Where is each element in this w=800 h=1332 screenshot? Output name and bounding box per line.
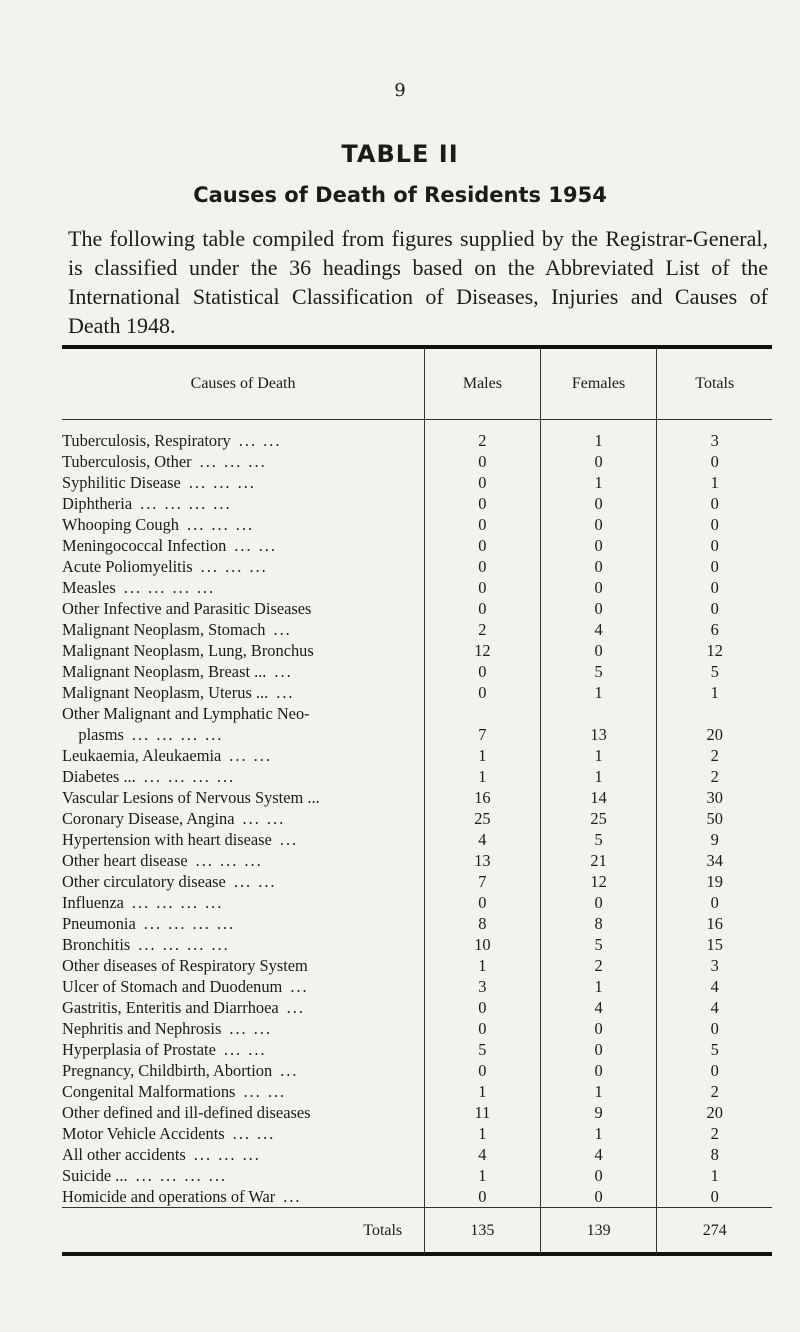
females-cell: 2	[540, 955, 657, 976]
totals-cell: 0	[657, 556, 772, 577]
table-row	[62, 577, 772, 598]
totals-cell: 12	[657, 640, 772, 661]
males-cell: 0	[425, 1060, 541, 1081]
cause-label: Other Infective and Parasitic Diseases	[62, 599, 312, 618]
cause-label: Meningococcal Infection	[62, 536, 227, 555]
totals-cell: 2	[657, 1081, 772, 1102]
cause-cell	[62, 955, 425, 976]
table-row	[62, 997, 772, 1018]
totals-cell: 50	[657, 808, 772, 829]
leader-dots: ...	[279, 830, 299, 849]
males-cell: 4	[425, 1144, 541, 1165]
leader-dots: ... ...	[242, 809, 286, 828]
cause-cell	[62, 934, 425, 955]
cause-cell	[62, 1102, 425, 1123]
totals-cell: 16	[657, 913, 772, 934]
males-cell: 4	[425, 829, 541, 850]
table-row	[62, 871, 772, 892]
cause-label: Coronary Disease, Angina	[62, 809, 235, 828]
cause-cell	[62, 997, 425, 1018]
totals-cell: 0	[657, 535, 772, 556]
table-row	[62, 934, 772, 955]
cause-cell	[62, 514, 425, 535]
totals-cell: 1	[657, 1165, 772, 1186]
cause-label: Malignant Neoplasm, Uterus ...	[62, 683, 269, 702]
females-cell: 1	[540, 745, 657, 766]
table-row	[62, 976, 772, 997]
females-cell: 0	[540, 1039, 657, 1060]
males-cell: 0	[425, 682, 541, 703]
table-row	[62, 766, 772, 787]
cause-label: Measles	[62, 578, 116, 597]
table-row	[62, 829, 772, 850]
causes-of-death-table	[62, 345, 772, 1256]
totals-cell: 0	[657, 451, 772, 472]
cause-cell	[62, 976, 425, 997]
males-cell: 11	[425, 1102, 541, 1123]
cause-cell	[62, 871, 425, 892]
females-cell: 13	[540, 724, 657, 745]
header-causes: Causes of Death	[190, 375, 296, 392]
table-subtitle: Causes of Death of Residents 1954	[193, 183, 607, 207]
table-row	[62, 808, 772, 829]
males-cell: 13	[425, 850, 541, 871]
leader-dots: ...	[286, 998, 305, 1017]
leader-dots: ... ... ... ...	[143, 767, 236, 786]
leader-dots: ... ... ... ...	[123, 578, 216, 597]
table-row	[62, 787, 772, 808]
males-cell	[425, 703, 541, 724]
leader-dots: ... ...	[229, 1019, 273, 1038]
cause-label: Malignant Neoplasm, Stomach	[62, 620, 266, 639]
cause-cell	[62, 892, 425, 913]
leader-dots: ... ... ... ...	[131, 893, 224, 912]
leader-dots: ...	[273, 620, 292, 639]
females-cell: 8	[540, 913, 657, 934]
totals-cell: 3	[657, 955, 772, 976]
females-cell: 1	[540, 1081, 657, 1102]
table-row	[62, 514, 772, 535]
totals-cell: 2	[657, 1123, 772, 1144]
females-cell: 0	[540, 640, 657, 661]
cause-cell	[62, 598, 425, 619]
males-cell: 0	[425, 1186, 541, 1208]
females-cell: 5	[540, 934, 657, 955]
males-cell: 0	[425, 1018, 541, 1039]
females-cell: 14	[540, 787, 657, 808]
leader-dots: ... ... ... ...	[140, 494, 232, 513]
table-row	[62, 1144, 772, 1165]
table-row	[62, 745, 772, 766]
table-row	[62, 1102, 772, 1123]
totals-cell	[657, 703, 772, 724]
totals-cell: 1	[657, 682, 772, 703]
cause-label: plasms	[62, 725, 124, 744]
totals-cell: 15	[657, 934, 772, 955]
cause-cell	[62, 766, 425, 787]
totals-cell: 4	[657, 976, 772, 997]
totals-males: 135	[425, 1208, 541, 1253]
cause-label: Suicide ...	[62, 1166, 128, 1185]
females-cell: 0	[540, 892, 657, 913]
cause-label: Hyperplasia of Prostate	[62, 1040, 216, 1059]
cause-label: Syphilitic Disease	[62, 473, 181, 492]
females-cell: 0	[540, 577, 657, 598]
males-cell: 0	[425, 577, 541, 598]
leader-dots: ... ... ...	[195, 851, 263, 870]
females-cell: 1	[540, 766, 657, 787]
females-cell: 4	[540, 1144, 657, 1165]
females-cell: 12	[540, 871, 657, 892]
females-cell: 0	[540, 1186, 657, 1208]
females-cell: 0	[540, 514, 657, 535]
totals-cell: 0	[657, 577, 772, 598]
cause-cell	[62, 724, 425, 745]
totals-cell: 9	[657, 829, 772, 850]
totals-cell: 0	[657, 598, 772, 619]
table-row	[62, 682, 772, 703]
totals-cell: 0	[657, 1018, 772, 1039]
leader-dots: ... ... ... ...	[131, 725, 224, 744]
leader-dots: ... ... ... ...	[138, 935, 230, 954]
leader-dots: ... ...	[238, 431, 282, 450]
cause-cell	[62, 619, 425, 640]
totals-totals: 274	[657, 1208, 772, 1253]
header-males: Males	[425, 349, 541, 420]
cause-label: Other diseases of Respiratory System	[62, 956, 308, 975]
totals-label: Totals	[62, 1208, 425, 1253]
females-cell: 4	[540, 619, 657, 640]
males-cell: 1	[425, 745, 541, 766]
intro-paragraph: The following table compiled from figures supplied by the Registrar-General, is classified under the 36 headings based on the Abbreviated List of the International Statistical Classification of Diseases, Injuries and Causes of Death 1948.	[68, 226, 768, 338]
cause-label: Influenza	[62, 893, 124, 912]
cause-cell	[62, 850, 425, 871]
totals-cell: 30	[657, 787, 772, 808]
leader-dots: ... ...	[233, 872, 277, 891]
females-cell: 1	[540, 420, 657, 452]
leader-dots: ... ... ...	[199, 452, 267, 471]
cause-cell	[62, 1060, 425, 1081]
table-row	[62, 724, 772, 745]
totals-cell: 3	[657, 420, 772, 452]
cause-cell	[62, 787, 425, 808]
table-row	[62, 640, 772, 661]
cause-label: Other defined and ill-defined diseases	[62, 1103, 311, 1122]
leader-dots: ... ...	[234, 536, 277, 555]
males-cell: 0	[425, 451, 541, 472]
totals-cell: 2	[657, 745, 772, 766]
data-table	[62, 349, 772, 1252]
females-cell: 1	[540, 976, 657, 997]
cause-cell	[62, 640, 425, 661]
males-cell: 0	[425, 598, 541, 619]
females-cell: 9	[540, 1102, 657, 1123]
totals-cell: 5	[657, 1039, 772, 1060]
table-row	[62, 1039, 772, 1060]
cause-cell	[62, 535, 425, 556]
table-row	[62, 1186, 772, 1208]
cause-label: Other heart disease	[62, 851, 188, 870]
cause-label: Whooping Cough	[62, 515, 180, 534]
males-cell: 5	[425, 1039, 541, 1060]
cause-cell	[62, 577, 425, 598]
cause-label: Pregnancy, Childbirth, Abortion	[62, 1061, 273, 1080]
header-totals: Totals	[657, 349, 772, 420]
males-cell: 3	[425, 976, 541, 997]
cause-cell	[62, 913, 425, 934]
females-cell	[540, 703, 657, 724]
males-cell: 0	[425, 472, 541, 493]
females-cell: 0	[540, 556, 657, 577]
females-cell: 25	[540, 808, 657, 829]
totals-cell: 8	[657, 1144, 772, 1165]
header-females: Females	[540, 349, 657, 420]
leader-dots: ... ... ...	[187, 515, 255, 534]
totals-cell: 34	[657, 850, 772, 871]
leader-dots: ... ...	[232, 1124, 276, 1143]
cause-label: Hypertension with heart disease	[62, 830, 272, 849]
males-cell: 0	[425, 556, 541, 577]
page-number: 9	[394, 80, 406, 101]
females-cell: 0	[540, 1165, 657, 1186]
cause-cell	[62, 682, 425, 703]
leader-dots: ... ... ...	[193, 1145, 261, 1164]
table-row	[62, 1165, 772, 1186]
cause-label: Ulcer of Stomach and Duodenum	[62, 977, 283, 996]
leader-dots: ...	[283, 1187, 302, 1206]
males-cell: 7	[425, 871, 541, 892]
females-cell: 0	[540, 535, 657, 556]
cause-label: Diabetes ...	[62, 767, 136, 786]
males-cell: 7	[425, 724, 541, 745]
table-row	[62, 420, 772, 452]
table-row	[62, 493, 772, 514]
table-row	[62, 1018, 772, 1039]
cause-cell	[62, 808, 425, 829]
females-cell: 0	[540, 1018, 657, 1039]
cause-label: Gastritis, Enteritis and Diarrhoea	[62, 998, 279, 1017]
males-cell: 1	[425, 1165, 541, 1186]
cause-label: Tuberculosis, Respiratory	[62, 431, 231, 450]
totals-cell: 1	[657, 472, 772, 493]
cause-cell	[62, 420, 425, 452]
males-cell: 1	[425, 1081, 541, 1102]
cause-cell	[62, 1123, 425, 1144]
table-row	[62, 598, 772, 619]
females-cell: 0	[540, 493, 657, 514]
totals-cell: 20	[657, 724, 772, 745]
males-cell: 1	[425, 766, 541, 787]
cause-label: All other accidents	[62, 1145, 186, 1164]
leader-dots: ... ... ... ...	[143, 914, 236, 933]
females-cell: 1	[540, 472, 657, 493]
leader-dots: ... ...	[243, 1082, 287, 1101]
females-cell: 21	[540, 850, 657, 871]
cause-cell	[62, 1039, 425, 1060]
males-cell: 10	[425, 934, 541, 955]
males-cell: 25	[425, 808, 541, 829]
totals-cell: 20	[657, 1102, 772, 1123]
leader-dots: ... ... ... ...	[135, 1166, 228, 1185]
cause-cell	[62, 493, 425, 514]
males-cell: 8	[425, 913, 541, 934]
table-row	[62, 535, 772, 556]
table-row	[62, 892, 772, 913]
table-row	[62, 955, 772, 976]
totals-cell: 0	[657, 1186, 772, 1208]
header-row	[62, 349, 772, 420]
cause-label: Motor Vehicle Accidents	[62, 1124, 225, 1143]
cause-label: Nephritis and Nephrosis	[62, 1019, 222, 1038]
cause-cell	[62, 472, 425, 493]
table-row	[62, 472, 772, 493]
leader-dots: ...	[290, 977, 309, 996]
cause-label: Other Malignant and Lymphatic Neo-	[62, 704, 310, 723]
leader-dots: ...	[280, 1061, 299, 1080]
cause-cell	[62, 661, 425, 682]
cause-label: Bronchitis	[62, 935, 131, 954]
table-row	[62, 850, 772, 871]
cause-label: Other circulatory disease	[62, 872, 226, 891]
males-cell: 0	[425, 535, 541, 556]
totals-cell: 0	[657, 514, 772, 535]
males-cell: 12	[425, 640, 541, 661]
females-cell: 4	[540, 997, 657, 1018]
males-cell: 1	[425, 1123, 541, 1144]
bottom-rule	[62, 1252, 772, 1256]
table-row	[62, 1123, 772, 1144]
cause-cell	[62, 1018, 425, 1039]
leader-dots: ... ...	[223, 1040, 267, 1059]
females-cell: 1	[540, 1123, 657, 1144]
cause-label: Diphtheria	[62, 494, 133, 513]
leader-dots: ... ... ...	[200, 557, 268, 576]
totals-cell: 2	[657, 766, 772, 787]
cause-cell	[62, 1144, 425, 1165]
totals-cell: 6	[657, 619, 772, 640]
cause-label: Leukaemia, Aleukaemia	[62, 746, 222, 765]
table-row	[62, 556, 772, 577]
females-cell: 5	[540, 829, 657, 850]
table-row	[62, 703, 772, 724]
cause-cell	[62, 1081, 425, 1102]
table-row	[62, 451, 772, 472]
males-cell: 0	[425, 892, 541, 913]
leader-dots: ... ... ...	[188, 473, 256, 492]
table-row	[62, 913, 772, 934]
cause-label: Malignant Neoplasm, Lung, Bronchus	[62, 641, 314, 660]
females-cell: 0	[540, 451, 657, 472]
cause-cell	[62, 1186, 425, 1208]
females-cell: 0	[540, 1060, 657, 1081]
cause-label: Pneumonia	[62, 914, 136, 933]
cause-cell	[62, 556, 425, 577]
males-cell: 0	[425, 514, 541, 535]
cause-cell	[62, 451, 425, 472]
females-cell: 5	[540, 661, 657, 682]
cause-cell	[62, 745, 425, 766]
table-title: TABLE II	[341, 140, 459, 168]
cause-cell	[62, 703, 425, 724]
cause-label: Congenital Malformations	[62, 1082, 236, 1101]
females-cell: 1	[540, 682, 657, 703]
totals-cell: 0	[657, 892, 772, 913]
cause-label: Acute Poliomyelitis	[62, 557, 193, 576]
leader-dots: ...	[276, 683, 295, 702]
table-row	[62, 1081, 772, 1102]
males-cell: 16	[425, 787, 541, 808]
totals-cell: 19	[657, 871, 772, 892]
totals-cell: 0	[657, 1060, 772, 1081]
males-cell: 0	[425, 661, 541, 682]
cause-cell	[62, 1165, 425, 1186]
table-row	[62, 619, 772, 640]
cause-cell	[62, 829, 425, 850]
totals-cell: 0	[657, 493, 772, 514]
cause-label: Homicide and operations of War	[62, 1187, 276, 1206]
leader-dots: ... ...	[229, 746, 272, 765]
males-cell: 0	[425, 493, 541, 514]
table-row	[62, 1060, 772, 1081]
totals-cell: 4	[657, 997, 772, 1018]
totals-females: 139	[540, 1208, 657, 1253]
totals-cell: 5	[657, 661, 772, 682]
males-cell: 2	[425, 420, 541, 452]
leader-dots: ...	[274, 662, 293, 681]
cause-label: Tuberculosis, Other	[62, 452, 192, 471]
females-cell: 0	[540, 598, 657, 619]
cause-label: Vascular Lesions of Nervous System ...	[62, 788, 320, 807]
males-cell: 1	[425, 955, 541, 976]
males-cell: 2	[425, 619, 541, 640]
totals-row	[62, 1208, 772, 1253]
cause-label: Malignant Neoplasm, Breast ...	[62, 662, 267, 681]
table-row	[62, 661, 772, 682]
males-cell: 0	[425, 997, 541, 1018]
